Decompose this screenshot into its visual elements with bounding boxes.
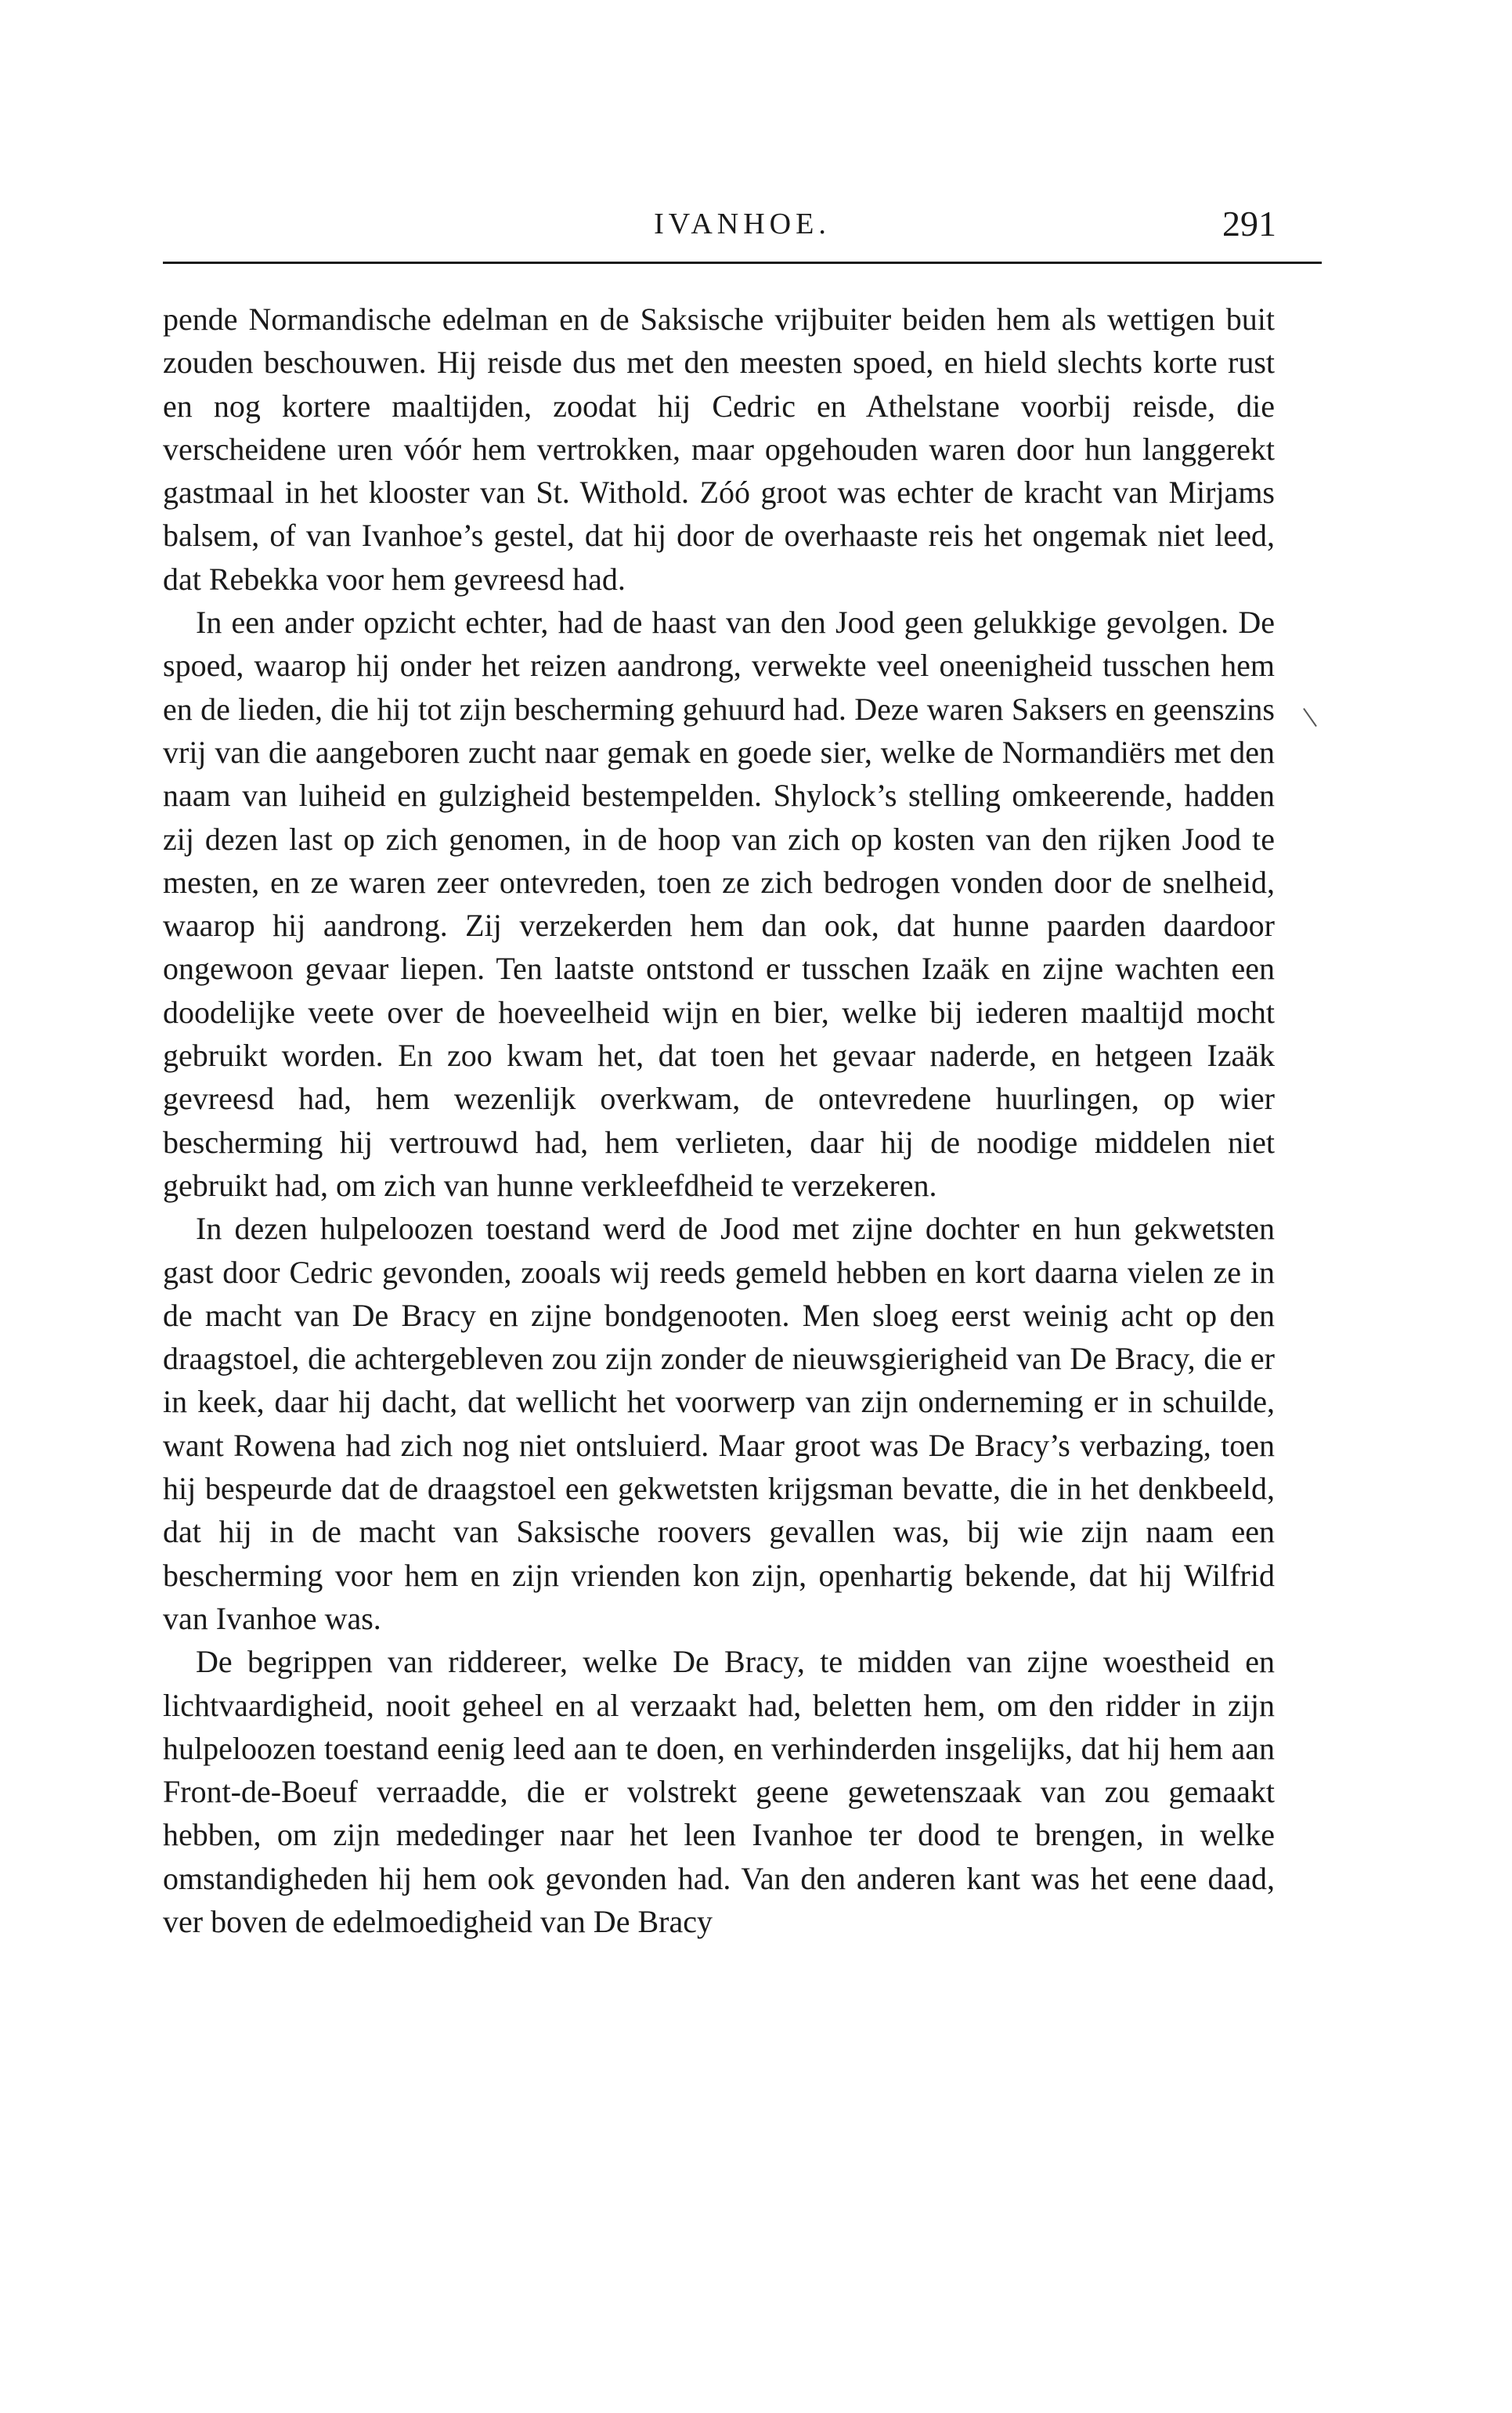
paragraph: De begrippen van riddereer, welke De Bracy, te midden van zijne woestheid en lichtvaardigheid, nooit geheel en al verzaakt had, beletten hem, om den ridder in zijn hulpeloozen toestand eenig leed aan te doen, en verhinderden insgelijks, dat hij hem aan Front-de-Boeuf verraadde, die er volstrekt geene gewetenszaak van zou gemaakt hebben, om zijn mededinger naar het leen Ivanhoe ter dood te brengen, in welke omstandigheden hij hem ook gevonden had. Van den anderen kant was het eene daad, ver boven de edelmoedigheid van De Bracy bbox=[163, 1644, 1275, 1939]
paragraph: In een ander opzicht echter, had de haast van den Jood geen gelukkige gevolgen. De spoed, waarop hij onder het reizen aandrong, verwekte veel oneenigheid tusschen hem en de lieden, die hij tot zijn bescherming gehuurd had. Deze waren Saksers en geenszins vrij van die aangeboren zucht naar gemak en goede sier, welke de Normandiërs met den naam van luiheid en gulzigheid bestempelden. Shylock’s stelling omkeerende, hadden zij dezen last op zich genomen, in de hoop van zich op kosten van den rijken Jood te mesten, en ze waren zeer ontevreden, toen ze zich bedrogen vonden door de snelheid, waarop hij aandrong. Zij verzekerden hem dan ook, dat hunne paarden daardoor ongewoon gevaar liepen. Ten laatste ontstond er tusschen Izaäk en zijne wachten een doodelijke veete over de hoeveelheid wijn en bier, welke bij iederen maaltijd mocht gebruikt worden. En zoo kwam het, dat toen het gevaar naderde, en hetgeen Izaäk gevreesd had, hem wezenlijk overkwam, de ontevredene huurlingen, op wier bescherming hij vertrouwd had, hem verlieten, daar hij de noodige middelen niet gebruikt had, om zich van hunne verkleefdheid te verzekeren. bbox=[163, 605, 1275, 1203]
margin-mark bbox=[1303, 708, 1317, 727]
paragraph: In dezen hulpeloozen toestand werd de Jood met zijne dochter en hun gekwetsten gast door Cedric gevonden, zooals wij reeds gemeld hebben en kort daarna vielen ze in de macht van De Bracy en zijne bondgenooten. Men sloeg eerst weinig acht op den draagstoel, die achtergebleven zou zijn zonder de nieuwsgierigheid van De Bracy, die er in keek, daar hij dacht, dat wellicht het voorwerp van zijn onderneming er in schuilde, want Rowena had zich nog niet ontsluierd. Maar groot was De Bracy’s verbazing, toen hij bespeurde dat de draagstoel een gekwetsten krijgsman bevatte, die in het denkbeeld, dat hij in de macht van Saksische roovers gevallen was, bij wie zijn naam een bescherming voor hem en zijn vrienden kon zijn, openhartig bekende, dat hij Wilfrid van Ivanhoe was. bbox=[163, 1211, 1275, 1636]
body-text bbox=[163, 298, 1275, 1943]
paragraph-continued: pende Normandische edelman en de Saksische vrijbuiter beiden hem als wettigen buit zouden beschouwen. Hij reisde dus met den meesten spoed, en hield slechts korte rust en nog kortere maaltijden, zoodat hij Cedric en Athelstane voorbij reisde, die verscheidene uren vóór hem vertrokken, maar opgehouden waren door hun langgerekt gastmaal in het klooster van St. Withold. Zóó groot was echter de kracht van Mirjams balsem, of van Ivanhoe’s gestel, dat hij door de overhaaste reis het ongemak niet leed, dat Rebekka voor hem gevreesd had. bbox=[163, 302, 1275, 597]
running-title: IVANHOE. bbox=[654, 208, 831, 240]
running-head bbox=[163, 202, 1322, 249]
header-rule bbox=[163, 262, 1322, 264]
page-number: 291 bbox=[1222, 204, 1276, 244]
